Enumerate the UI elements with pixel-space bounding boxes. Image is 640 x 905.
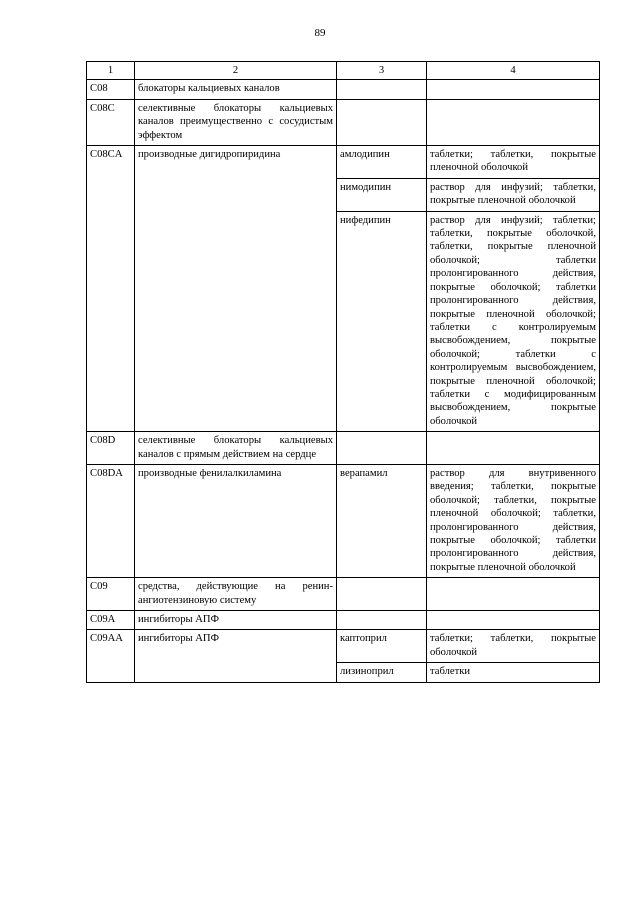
table-row — [87, 464, 600, 577]
column-header-2: 2 — [135, 62, 337, 80]
dosage-form-cell: таблетки; таблетки, покрытые оболочкой — [427, 630, 600, 663]
atc-group-cell: производные дигидропиридина — [135, 146, 337, 432]
dosage-form-cell — [427, 432, 600, 465]
atc-group-cell: селективные блокаторы кальциевых каналов преимущественно с сосудистым эффектом — [135, 99, 337, 145]
dosage-form-cell: таблетки; таблетки, покрытые пленочной оболочкой — [427, 146, 600, 179]
drug-name-cell: верапамил — [337, 464, 427, 577]
table-row — [87, 611, 600, 630]
atc-code-cell: C08CA — [87, 146, 135, 432]
drug-table — [86, 61, 600, 683]
table-row — [87, 630, 600, 663]
drug-name-cell — [337, 80, 427, 99]
drug-name-cell: каптоприл — [337, 630, 427, 663]
dosage-form-cell — [427, 99, 600, 145]
dosage-form-cell: раствор для инфузий; таблетки; таблетки, покрытые оболочкой, таблетки, покрытые пленочной оболочкой; таблетки пролонгированного действия, покрытые оболочкой; таблетки пролонгированного действия, покрытые пленочной оболочкой; таблетки с контролируемым высвобождением, покрытые оболочкой; таблетки с контролируемым высвобождением, покрытые пленочной оболочкой; таблетки с модифицированным высвобождением, покрытые оболочкой — [427, 211, 600, 432]
atc-group-cell: ингибиторы АПФ — [135, 611, 337, 630]
atc-code-cell: C09 — [87, 578, 135, 611]
atc-group-cell: средства, действующие на ренин-ангиотензиновую систему — [135, 578, 337, 611]
drug-name-cell: нимодипин — [337, 178, 427, 211]
table-row — [87, 80, 600, 99]
atc-code-cell: C08DA — [87, 464, 135, 577]
drug-name-cell: лизиноприл — [337, 663, 427, 682]
column-header-3: 3 — [337, 62, 427, 80]
atc-code-cell: C09A — [87, 611, 135, 630]
atc-code-cell: C08C — [87, 99, 135, 145]
atc-group-cell: селективные блокаторы кальциевых каналов с прямым действием на сердце — [135, 432, 337, 465]
atc-group-cell: производные фенилалкиламина — [135, 464, 337, 577]
atc-code-cell: C08D — [87, 432, 135, 465]
atc-group-cell: блокаторы кальциевых каналов — [135, 80, 337, 99]
dosage-form-cell — [427, 80, 600, 99]
atc-code-cell: C09AA — [87, 630, 135, 682]
page-number: 89 — [314, 27, 326, 39]
dosage-form-cell: раствор для инфузий; таблетки, покрытые пленочной оболочкой — [427, 178, 600, 211]
column-header-1: 1 — [87, 62, 135, 80]
table-row — [87, 578, 600, 611]
table-header-row — [87, 62, 600, 80]
drug-name-cell: нифедипин — [337, 211, 427, 432]
atc-code-cell: C08 — [87, 80, 135, 99]
dosage-form-cell: раствор для внутривенного введения; таблетки, покрытые оболочкой; таблетки, покрытые пленочной оболочкой; таблетки, пролонгированного действия, покрытые оболочкой; таблетки пролонгированного действия, покрытые пленочной оболочкой — [427, 464, 600, 577]
table-row — [87, 146, 600, 179]
drug-name-cell: амлодипин — [337, 146, 427, 179]
dosage-form-cell: таблетки — [427, 663, 600, 682]
drug-name-cell — [337, 432, 427, 465]
drug-name-cell — [337, 578, 427, 611]
dosage-form-cell — [427, 578, 600, 611]
column-header-4: 4 — [427, 62, 600, 80]
atc-group-cell: ингибиторы АПФ — [135, 630, 337, 682]
table-row — [87, 99, 600, 145]
drug-name-cell — [337, 99, 427, 145]
drug-name-cell — [337, 611, 427, 630]
table-row — [87, 432, 600, 465]
dosage-form-cell — [427, 611, 600, 630]
